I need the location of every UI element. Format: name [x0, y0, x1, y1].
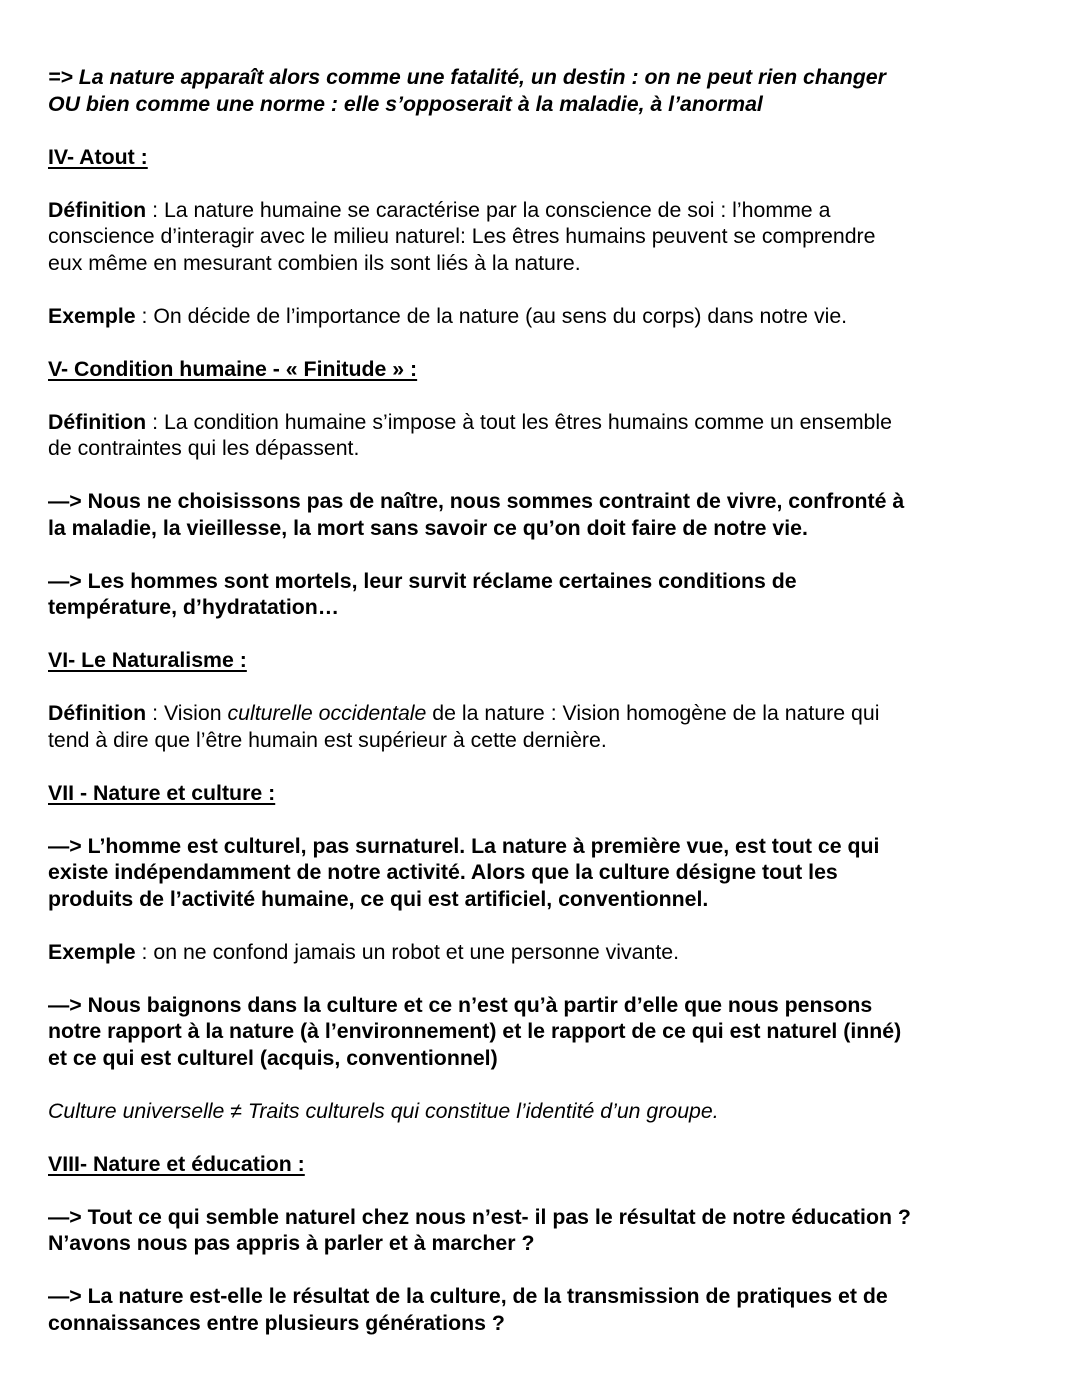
- section-vii-example: [48, 939, 1048, 966]
- definition-line-2: tend à dire que l’être humain est supérieur à cette dernière.: [48, 727, 607, 752]
- definition-line-2: conscience d’interagir avec le milieu naturel: Les êtres humains peuvent se comprendre: [48, 224, 876, 248]
- definition-line-3: eux même en mesurant combien ils sont liés à la nature.: [48, 250, 581, 275]
- definition-label: Définition: [48, 409, 147, 434]
- definition-line-1: [48, 409, 1048, 436]
- section-viii-heading: VIII- Nature et éducation :: [48, 1151, 305, 1176]
- point-line-2: N’avons nous pas appris à parler et à marcher ?: [48, 1231, 535, 1255]
- section-viii-point-1: [48, 1204, 1048, 1257]
- point-line-1: —> La nature est-elle le résultat de la culture, de la transmission de pratiques et de: [48, 1284, 888, 1308]
- definition-text: : La condition humaine s’impose à tout les êtres humains comme un ensemble: [146, 409, 892, 434]
- definition-suffix: de la nature : Vision homogène de la nature qui: [426, 701, 880, 725]
- point-line-2: connaissances entre plusieurs générations ?: [48, 1310, 505, 1335]
- example-text: : on ne confond jamais un robot et une personne vivante.: [135, 939, 680, 964]
- section-iv-heading: IV- Atout :: [48, 144, 148, 169]
- example-label: Exemple: [48, 939, 136, 964]
- section-iv-definition: [48, 197, 1048, 277]
- section-vii-point-2: [48, 992, 1048, 1072]
- point-line-1: —> Nous ne choisissons pas de naître, nous sommes contraint de vivre, confronté à: [48, 489, 905, 513]
- point-line-2: la maladie, la vieillesse, la mort sans savoir ce qu’on doit faire de notre vie.: [48, 515, 808, 540]
- definition-italic-term: culturelle occidentale: [227, 701, 427, 725]
- intro-line-2: OU bien comme une norme : elle s’opposerait à la maladie, à l’anormal: [48, 91, 763, 116]
- definition-line-2: de contraintes qui les dépassent.: [48, 436, 360, 460]
- section-viii-point-2: [48, 1283, 1048, 1336]
- section-v-heading: V- Condition humaine - « Finitude » :: [48, 356, 418, 381]
- section-vi-definition: [48, 700, 1048, 753]
- section-v-definition: [48, 409, 1048, 462]
- document-page: [48, 64, 1048, 1363]
- point-line-1: —> Nous baignons dans la culture et ce n’est qu’à partir d’elle que nous pensons: [48, 992, 873, 1017]
- section-v-point-2: [48, 568, 1048, 621]
- point-line-1: —> L’homme est culturel, pas surnaturel. La nature à première vue, est tout ce qui: [48, 833, 880, 858]
- section-iv-example: [48, 303, 1048, 330]
- point-line-2: température, d’hydratation…: [48, 595, 340, 619]
- definition-label: Définition: [48, 197, 147, 222]
- section-vii-note: Culture universelle ≠ Traits culturels qui constitue l’identité d’un groupe.: [48, 1098, 719, 1123]
- definition-line-1: [48, 197, 1048, 224]
- definition-text: : La nature humaine se caractérise par la conscience de soi : l’homme a: [146, 197, 831, 222]
- intro-conclusion: [48, 64, 1048, 117]
- example-text: : On décide de l’importance de la nature (au sens du corps) dans notre vie.: [135, 303, 848, 328]
- definition-line-1: [48, 700, 1048, 727]
- intro-line-1: => La nature apparaît alors comme une fatalité, un destin : on ne peut rien changer: [48, 65, 886, 89]
- definition-label: Définition: [48, 701, 147, 725]
- section-vii-heading: VII - Nature et culture :: [48, 780, 276, 805]
- section-vii-point-1: [48, 833, 1048, 913]
- example-label: Exemple: [48, 303, 136, 328]
- point-line-2: existe indépendamment de notre activité. Alors que la culture désigne tout les: [48, 860, 838, 884]
- point-line-3: produits de l’activité humaine, ce qui est artificiel, conventionnel.: [48, 886, 709, 911]
- point-line-2: notre rapport à la nature (à l’environnement) et le rapport de ce qui est naturel (inné): [48, 1019, 902, 1043]
- point-line-1: —> Tout ce qui semble naturel chez nous n’est- il pas le résultat de notre éducation ?: [48, 1204, 911, 1229]
- section-vi-heading: VI- Le Naturalisme :: [48, 648, 247, 672]
- point-line-3: et ce qui est culturel (acquis, conventionnel): [48, 1045, 498, 1070]
- definition-prefix: : Vision: [146, 701, 228, 725]
- section-v-point-1: [48, 488, 1048, 541]
- point-line-1: —> Les hommes sont mortels, leur survit réclame certaines conditions de: [48, 568, 797, 593]
